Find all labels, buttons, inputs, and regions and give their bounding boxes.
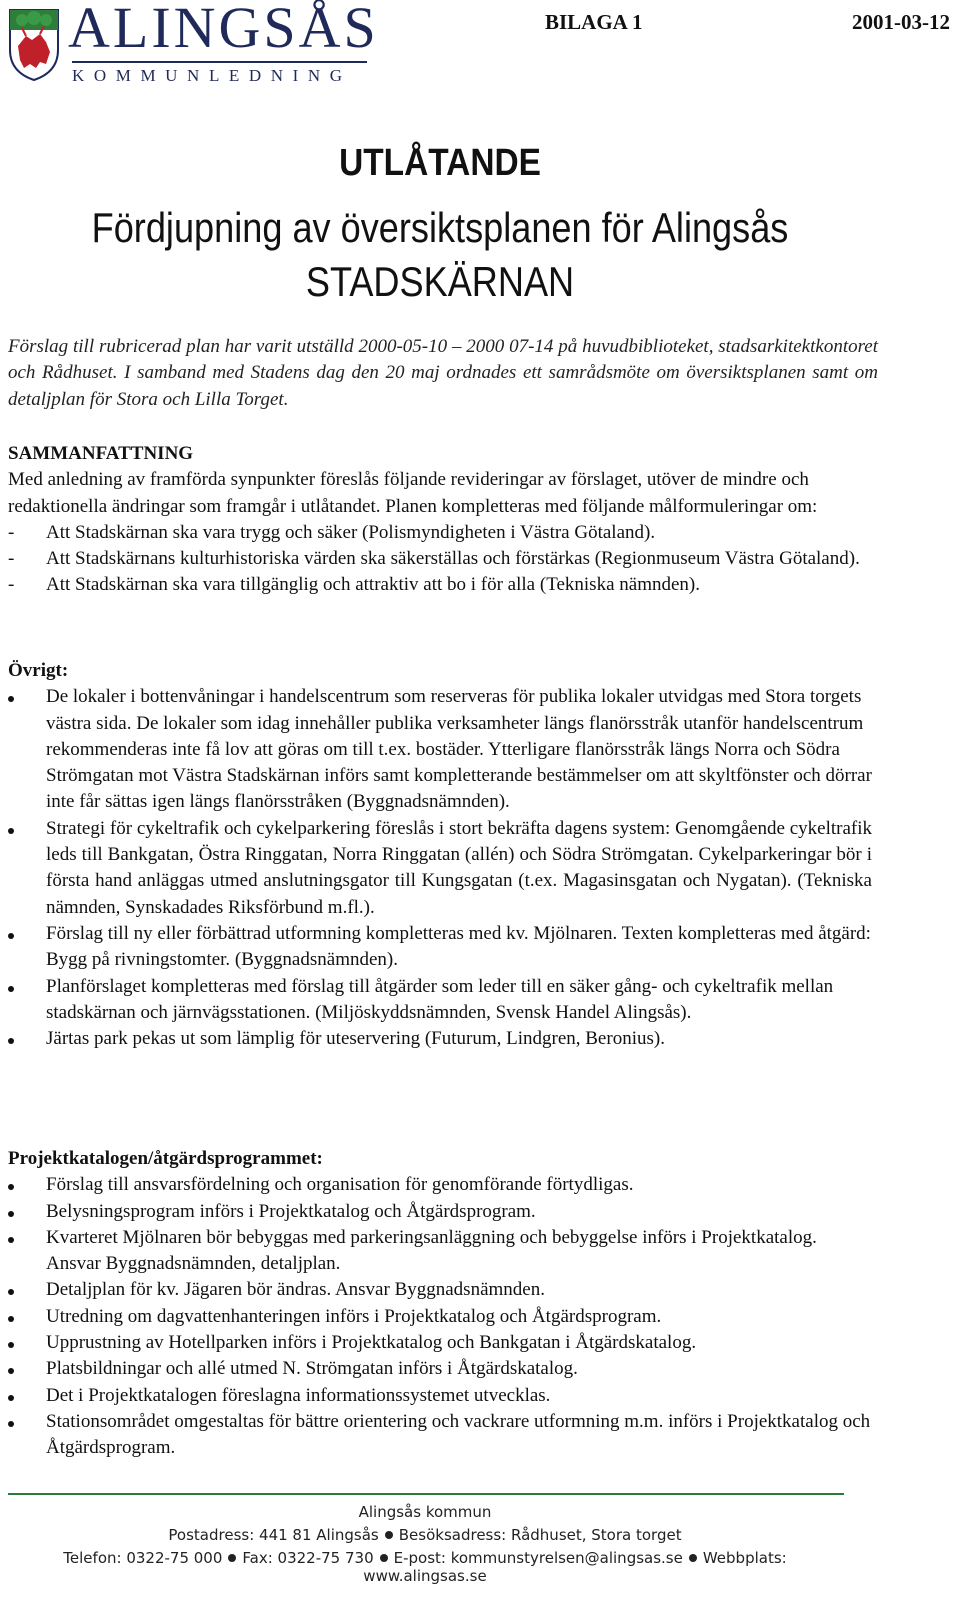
coat-of-arms-icon	[6, 6, 62, 82]
visiting-address: Besöksadress: Rådhuset, Stora torget	[398, 1526, 682, 1544]
list-item	[8, 1225, 872, 1278]
list-item-text: Strategi för cykeltrafik och cykelparkering föreslås i stort bekräfta dagens system: Genomgående cykeltrafik leds till Bankgatan, Östra Ringgatan, Norra Ringgatan (allén) och Södra Strömgatan. Cykelparkeringar bör i första hand anläggas utmed anslutningsgator till Kungsgatan (t.ex. Magasinsgatan och Nygatan). (Tekniska nämnden, Synskadades Riksförbund m.fl.).	[46, 817, 872, 918]
list-item-text: Järtas park pekas ut som lämplig för uteservering (Futurum, Lindgren, Beronius).	[46, 1028, 665, 1050]
list-item-text: Upprustning av Hotellparken införs i Projektkatalog och Bankgatan i Åtgärdskatalog.	[46, 1332, 697, 1354]
list-item-text: Det i Projektkatalogen föreslagna informationssystemet utvecklas.	[46, 1384, 551, 1406]
list-item-text: Att Stadskärnan ska vara trygg och säker (Polismyndigheten i Västra Götaland).	[46, 521, 656, 543]
projekt-heading: Projektkatalogen/åtgärdsprogrammet:	[8, 1148, 323, 1169]
list-item-text: Förslag till ansvarsfördelning och organisation för genomförande förtydligas.	[46, 1174, 634, 1196]
bullet-icon	[8, 986, 14, 992]
separator-dot-icon	[385, 1531, 393, 1539]
summary-text: Med anledning av framförda synpunkter föreslås följande revideringar av förslaget, utöver de mindre och redaktionella ändringar som framgår i utlåtandet. Planen kompletteras med följande målformuleringar om:	[8, 469, 818, 517]
separator-dot-icon	[380, 1554, 388, 1562]
list-item	[8, 520, 872, 546]
summary-list	[8, 520, 872, 599]
list-item-text: Förslag till ny eller förbättrad utformning kompletteras med kv. Mjölnaren. Texten kompletteras med åtgärd: Bygg på rivningstomter. (Byggnadsnämnden).	[46, 922, 871, 971]
document-type: UTLÅTANDE	[339, 142, 541, 184]
list-item	[8, 921, 872, 974]
list-item	[8, 572, 872, 598]
bullet-icon	[8, 1211, 14, 1217]
separator-dot-icon	[228, 1554, 236, 1562]
list-item	[8, 1277, 872, 1303]
bullet-icon	[8, 1316, 14, 1322]
ovrigt-heading: Övrigt:	[8, 660, 69, 681]
bullet-icon	[8, 1368, 14, 1374]
document-title: Fördjupning av översiktsplanen för Alingsås	[91, 204, 789, 251]
bullet-icon	[8, 1289, 14, 1295]
document-subtitle: STADSKÄRNAN	[305, 258, 575, 305]
bullet-icon	[8, 1395, 14, 1401]
bullet-icon	[8, 1342, 14, 1348]
dash-marker: -	[8, 574, 15, 596]
list-item	[8, 816, 872, 921]
footer-contact	[0, 1549, 850, 1585]
list-item	[8, 1199, 872, 1225]
list-item-text: De lokaler i bottenvåningar i handelscentrum som reserveras för publika lokaler utvidgas med Stora torgets västra sida. De lokaler som idag innehåller publika verksamheter längs flanörsstråk utanför handelscentrum rekommenderas inte få lov att göras om till t.ex. bostäder. Ytterligare flanörsstråk längs Norra och Södra Strömgatan mot Västra Stadskärnan införs samt kompletterande bestämmelser om att skyltfönster och dörrar inte får sättas igen längs flanörsstråken (Byggnadsnämnden).	[46, 686, 872, 813]
footer-address	[0, 1526, 850, 1544]
summary-heading: SAMMANFATTNING	[8, 443, 194, 464]
list-item	[8, 1304, 872, 1330]
document-date: 2001-03-12	[852, 10, 950, 34]
separator-dot-icon	[689, 1554, 697, 1562]
list-item	[8, 1330, 872, 1356]
footer-organization: Alingsås kommun	[358, 1503, 492, 1521]
alingsas-logo	[6, 0, 379, 86]
projekt-section	[8, 1146, 872, 1462]
bullet-icon	[8, 1421, 14, 1427]
appendix-label: BILAGA 1	[545, 10, 643, 34]
bullet-icon	[8, 1184, 14, 1190]
intro-paragraph: Förslag till rubricerad plan har varit utställd 2000-05-10 – 2000 07-14 på huvudbiblioteket, stadsarkitektkontoret och Rådhuset. I samband med Stadens dag den 20 maj ordnades ett samrådsmöte om översiktsplanen samt om detaljplan för Stora och Lilla Torget.	[8, 336, 878, 410]
logo-wordmark: ALINGSÅS	[68, 0, 379, 60]
footer-fax: Fax: 0322-75 730	[242, 1549, 374, 1567]
ovrigt-section	[8, 658, 872, 1052]
ovrigt-list	[8, 684, 872, 1052]
list-item-text: Belysningsprogram införs i Projektkatalog och Åtgärdsprogram.	[46, 1200, 536, 1222]
bullet-icon	[8, 933, 14, 939]
footer-website: Webbplats: www.alingsas.se	[363, 1549, 787, 1585]
list-item	[8, 1383, 872, 1409]
list-item	[8, 546, 872, 572]
bullet-icon	[8, 1038, 14, 1044]
list-item	[8, 1026, 872, 1052]
list-item-text: Utredning om dagvattenhanteringen införs i Projektkatalog och Åtgärdsprogram.	[46, 1305, 662, 1327]
list-item	[8, 1172, 872, 1198]
bullet-icon	[8, 696, 14, 702]
summary-section	[8, 441, 872, 599]
logo-rule	[72, 61, 367, 63]
footer-email: E-post: kommunstyrelsen@alingsas.se	[393, 1549, 683, 1567]
list-item	[8, 1356, 872, 1382]
list-item-text: Att Stadskärnan ska vara tillgänglig och attraktiv att bo i för alla (Tekniska nämnden).	[46, 574, 700, 596]
list-item	[8, 684, 872, 815]
list-item-text: Planförslaget kompletteras med förslag till åtgärder som leder till en säker gång- och cykeltrafik mellan stadskärnan och järnvägsstationen. (Miljöskyddsnämnden, Svensk Handel Alingsås).	[46, 975, 834, 1023]
list-item-text: Kvarteret Mjölnaren bör bebyggas med parkeringsanläggning och bebyggelse införs i Projektkatalog. Ansvar Byggnadsnämnden, detaljplan.	[46, 1226, 817, 1275]
list-item	[8, 1409, 872, 1462]
projekt-list	[8, 1172, 872, 1461]
list-item	[8, 974, 872, 1027]
postal-address: Postadress: 441 81 Alingsås	[168, 1526, 379, 1544]
bullet-icon	[8, 1237, 14, 1243]
logo-subtext: KOMMUNLEDNING	[72, 66, 352, 85]
list-item-text: Detaljplan för kv. Jägaren bör ändras. Ansvar Byggnadsnämnden.	[46, 1279, 545, 1301]
list-item-text: Platsbildningar och allé utmed N. Strömgatan införs i Åtgärdskatalog.	[46, 1358, 578, 1380]
bullet-icon	[8, 828, 14, 834]
list-item-text: Stationsområdet omgestaltas för bättre orientering och vackrare utformning m.m. införs i Projektkatalog och Åtgärdsprogram.	[46, 1410, 871, 1459]
list-item-text: Att Stadskärnans kulturhistoriska värden ska säkerställas och förstärkas (Regionmuseum Västra Götaland).	[46, 548, 860, 570]
dash-marker: -	[8, 521, 15, 543]
footer-phone: Telefon: 0322-75 000	[63, 1549, 223, 1567]
footer-divider	[8, 1493, 844, 1495]
dash-marker: -	[8, 548, 15, 570]
